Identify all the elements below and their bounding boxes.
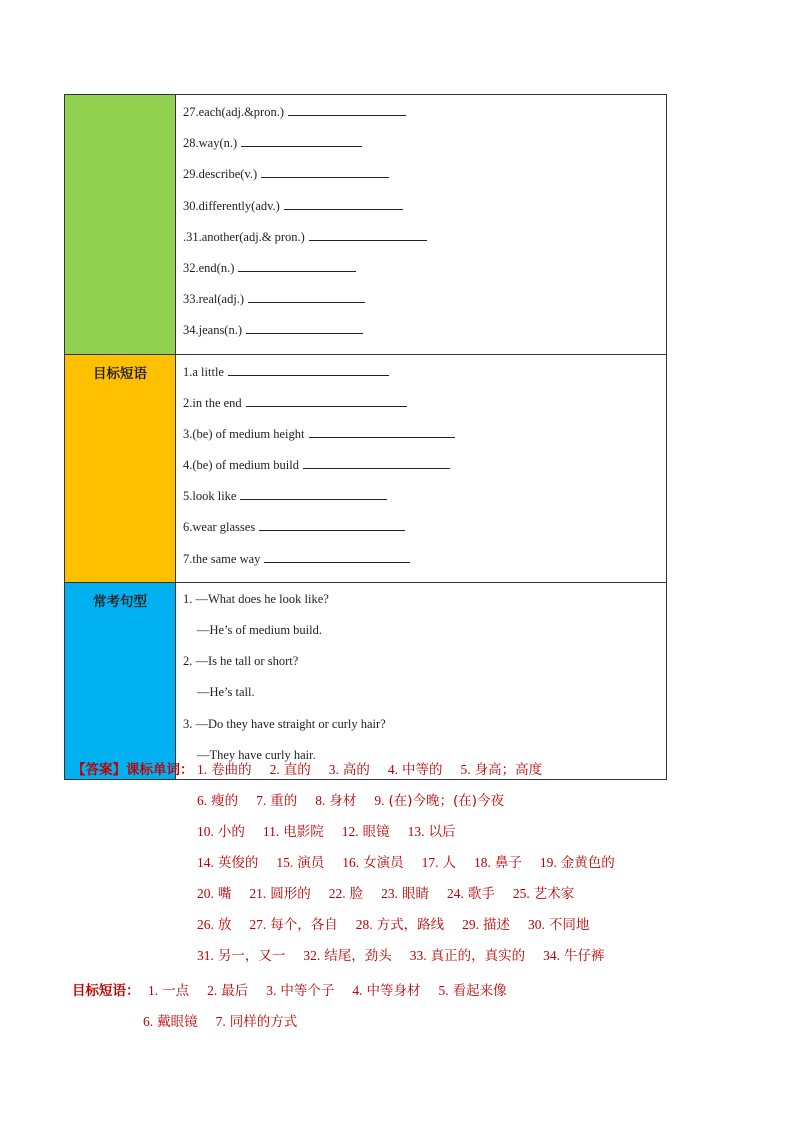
answer-item: 20. 嘴: [197, 886, 232, 902]
answer-item: 19. 金黄色的: [539, 855, 615, 871]
answer-row: [197, 789, 522, 809]
answer-item: 10. 小的: [197, 824, 245, 840]
answer-item: 12. 眼镜: [341, 824, 390, 840]
exercise-prompt: 3.(be) of medium height: [183, 426, 305, 441]
answer-row: [197, 882, 592, 902]
answer-blank[interactable]: [261, 164, 389, 178]
answer-item: 2. 最后: [207, 983, 249, 999]
answer-row: [197, 758, 560, 778]
answer-row: [197, 851, 633, 871]
phrase-answer-row: [143, 1010, 315, 1030]
exercise-line: [183, 133, 666, 164]
answer-item: 6. 瘦的: [197, 793, 239, 809]
exercise-prompt: 2.in the end: [183, 395, 242, 410]
answer-blank[interactable]: [246, 320, 363, 334]
answer-blank[interactable]: [238, 258, 356, 272]
answer-item: 1. 一点: [148, 983, 190, 999]
sentence-line: —They have curly hair.: [197, 747, 316, 762]
exercise-line: [183, 227, 666, 258]
answer-item: 26. 放: [197, 917, 232, 933]
answer-blank[interactable]: [259, 517, 405, 531]
sentence-line: 1. —What does he look like?: [183, 591, 329, 606]
answer-item: 32. 结尾，劲头: [303, 948, 392, 964]
exercise-line: [183, 517, 666, 548]
answer-item: 17. 人: [421, 855, 456, 871]
exercise-prompt: 29.describe(v.): [183, 167, 258, 182]
answer-row: [197, 913, 607, 933]
exercise-line: [183, 549, 666, 580]
answer-item: 31. 另一，又一: [197, 948, 286, 964]
answer-item: 3. 高的: [328, 762, 370, 778]
exercise-prompt: 4.(be) of medium build: [183, 458, 299, 473]
answer-blank[interactable]: [241, 133, 362, 147]
answer-item: 5. 身高；高度: [460, 762, 543, 778]
answer-item: 2. 直的: [269, 762, 311, 778]
answer-item: 9. (在)今晚；(在)今夜: [374, 793, 505, 809]
answer-item: 3. 中等个子: [266, 983, 335, 999]
answer-blank[interactable]: [309, 227, 427, 241]
exercise-line: [183, 258, 666, 289]
sentence-section-label: 常考句型: [65, 583, 176, 779]
answer-item: 8. 身材: [315, 793, 357, 809]
answer-item: 6. 戴眼镜: [143, 1014, 198, 1030]
vocab-section-row: [65, 95, 666, 354]
answer-item: 11. 电影院: [262, 824, 324, 840]
sentence-line: —He’s of medium build.: [197, 623, 322, 637]
answer-item: 24. 歌手: [447, 886, 495, 902]
exercise-line: [183, 164, 666, 195]
phrase-answer-heading: 目标短语：: [72, 983, 140, 999]
sentence-items: [176, 583, 666, 779]
answer-row: [197, 944, 623, 964]
exercise-line: [183, 320, 666, 351]
answer-item: 30. 不同地: [528, 917, 590, 933]
phrase-section-label: 目标短语: [65, 355, 176, 582]
answer-item: 4. 中等的: [387, 762, 443, 778]
answer-item: 16. 女演员: [342, 855, 404, 871]
exercise-line: [183, 424, 666, 455]
answer-item: 21. 圆形的: [249, 886, 311, 902]
answer-blank[interactable]: [288, 102, 406, 116]
answer-item: 27. 每个，各自: [249, 917, 338, 933]
answer-item: 14. 英俊的: [197, 855, 259, 871]
answer-item: 23. 眼睛: [381, 886, 429, 902]
sentence-line: 3. —Do they have straight or curly hair?: [183, 716, 386, 731]
answer-blank[interactable]: [264, 549, 410, 563]
exercise-prompt: 6.wear glasses: [183, 520, 256, 535]
answer-blank[interactable]: [284, 196, 403, 210]
exercise-prompt: 5.look like: [183, 489, 237, 504]
answer-item: 4. 中等身材: [352, 983, 421, 999]
answer-blank[interactable]: [303, 455, 450, 469]
exercise-line: [183, 486, 666, 517]
answer-item: 7. 重的: [256, 793, 298, 809]
vocab-section-label: [65, 95, 176, 354]
exercise-prompt: 28.way(n.): [183, 136, 238, 151]
answer-blank[interactable]: [248, 289, 365, 303]
exercise-line: [183, 455, 666, 486]
answer-item: 1. 卷曲的: [197, 762, 252, 778]
answer-item: 13. 以后: [407, 824, 456, 840]
answer-blank[interactable]: [228, 362, 389, 376]
answer-item: 34. 牛仔裤: [543, 948, 605, 964]
sentence-section-row: [65, 582, 666, 779]
phrase-items: [176, 355, 666, 582]
vocabulary-table: [64, 94, 667, 780]
answer-row: [197, 820, 474, 840]
exercise-prompt: 7.the same way: [183, 551, 261, 566]
exercise-prompt: 32.end(n.): [183, 260, 235, 275]
answer-blank[interactable]: [309, 424, 455, 438]
answer-item: 18. 鼻子: [474, 855, 522, 871]
exercise-line: [183, 196, 666, 227]
answer-item: 28. 方式，路线: [355, 917, 445, 933]
answer-blank[interactable]: [246, 393, 407, 407]
answer-item: 29. 描述: [462, 917, 510, 933]
sentence-line: 2. —Is he tall or short?: [183, 654, 299, 669]
answer-item: 15. 演员: [276, 855, 325, 871]
exercise-prompt: 30.differently(adv.): [183, 198, 280, 213]
answer-item: 33. 真正的，真实的: [409, 948, 526, 964]
answer-item: 25. 艺术家: [512, 886, 575, 902]
vocab-items: [176, 95, 666, 354]
exercise-prompt: 34.jeans(n.): [183, 323, 243, 338]
answer-heading: 【答案】课标单词：: [72, 762, 194, 778]
phrase-answer-row: [148, 979, 525, 999]
exercise-line: [183, 362, 666, 393]
exercise-line: [183, 102, 666, 133]
answer-blank[interactable]: [240, 486, 387, 500]
answer-item: 7. 同样的方式: [215, 1014, 298, 1030]
exercise-prompt: 27.each(adj.&pron.): [183, 105, 285, 119]
answer-item: 22. 脸: [328, 886, 364, 902]
sentence-line: —He’s tall.: [197, 685, 255, 700]
answer-item: 5. 看起来像: [438, 983, 507, 999]
exercise-prompt: .31.another(adj.& pron.): [183, 229, 305, 244]
exercise-prompt: 33.real(adj.): [183, 292, 245, 307]
exercise-line: [183, 393, 666, 424]
exercise-line: [183, 289, 666, 320]
phrase-section-row: [65, 354, 666, 582]
exercise-prompt: 1.a little: [183, 364, 224, 379]
